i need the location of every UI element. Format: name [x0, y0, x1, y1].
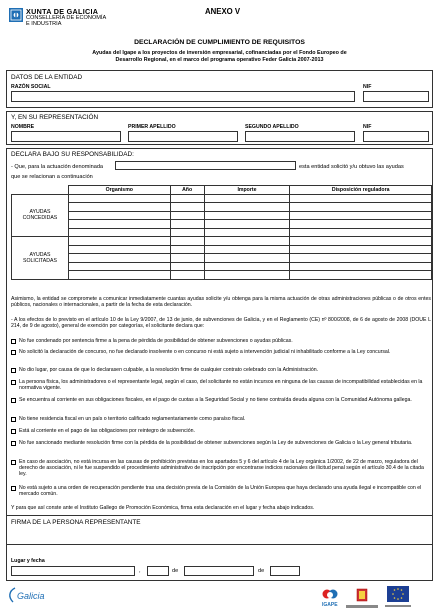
- eu-caption-bar: [385, 605, 411, 607]
- table-cell[interactable]: [204, 237, 290, 246]
- table-cell[interactable]: [290, 211, 432, 220]
- table-row: [12, 271, 432, 280]
- closing-statement: Y para que así conste ante el Instituto Gallego de Promoción Económica, firma esta declaración en el lugar y fecha abajo indicados.: [11, 505, 315, 511]
- check-label-7: Está al corriente en el pago de las obligaciones por reintegro de subvención.: [19, 428, 195, 434]
- table-cell[interactable]: [68, 237, 170, 246]
- nombre-label: NOMBRE: [11, 124, 35, 130]
- xunta-crest-icon: [9, 8, 23, 22]
- month-field[interactable]: [184, 566, 254, 576]
- table-cell[interactable]: [290, 262, 432, 271]
- actuacion-label-end: que se relacionan a continuación: [11, 174, 93, 180]
- table-cell[interactable]: [204, 220, 290, 229]
- eu-flag-icon: [387, 586, 409, 602]
- razon-social-field[interactable]: [11, 91, 355, 102]
- table-cell[interactable]: [68, 194, 170, 203]
- checkbox-3[interactable]: [11, 368, 16, 373]
- table-cell[interactable]: [170, 211, 204, 220]
- igape-logo-icon: [322, 588, 338, 602]
- emblem-icon: [352, 588, 372, 604]
- segundo-apellido-field[interactable]: [245, 131, 355, 142]
- table-cell[interactable]: [290, 245, 432, 254]
- table-cell[interactable]: [204, 262, 290, 271]
- group-solicitadas-line1: AYUDAS: [29, 251, 51, 258]
- table-cell[interactable]: [68, 254, 170, 263]
- check-label-9: En caso de asociación, no está incursa en las causas de prohibición previstas en los apartados 5 y 6 del artículo 4 de la Ley orgánica 1/2002, de 22 de marzo, reguladora del derecho de asociación, ni le fue suspendido el procedimiento administrativo de inscripción por encontrarse indicios racionales de ilicitud penal según el artículo 30.4 de la citada ley.: [19, 459, 424, 478]
- table-row: [12, 194, 432, 203]
- rep-nif-label: NIF: [363, 124, 372, 130]
- table-cell[interactable]: [290, 228, 432, 237]
- galicia-swoosh-icon: [7, 587, 17, 603]
- rep-nif-field[interactable]: [363, 131, 429, 142]
- galicia-wordmark: Galicia: [17, 591, 45, 601]
- day-field[interactable]: [147, 566, 169, 576]
- table-cell[interactable]: [170, 194, 204, 203]
- table-cell[interactable]: [68, 211, 170, 220]
- table-row: [12, 220, 432, 229]
- table-cell[interactable]: [290, 237, 432, 246]
- table-cell[interactable]: [68, 220, 170, 229]
- aids-table-header: [12, 186, 432, 195]
- group-solicitadas: [12, 237, 69, 280]
- org-department: CONSELLERÍA DE ECONOMÍA: [26, 15, 107, 21]
- lugar-fecha-label: Lugar y fecha: [11, 558, 45, 564]
- table-row: [12, 211, 432, 220]
- entity-heading: DATOS DE LA ENTIDAD: [11, 74, 83, 81]
- org-name: XUNTA DE GALICIA: [26, 7, 99, 16]
- table-cell[interactable]: [170, 245, 204, 254]
- table-cell[interactable]: [170, 254, 204, 263]
- entity-nif-label: NIF: [363, 84, 372, 90]
- col-ano: Año: [170, 186, 204, 195]
- igape-label: IGAPE: [322, 602, 338, 608]
- check-label-4: La persona física, los administradores o el representante legal, según el caso, del solicitante no están incursos en ninguna de las causas de incompatibilidad establecidas en la normativa vigente.: [19, 379, 423, 392]
- table-cell[interactable]: [290, 271, 432, 280]
- group-concedidas-line2: CONCEDIDAS: [22, 215, 58, 222]
- primer-apellido-label: PRIMER APELLIDO: [128, 124, 176, 130]
- checkbox-4[interactable]: [11, 380, 16, 385]
- table-cell[interactable]: [204, 194, 290, 203]
- table-cell[interactable]: [290, 194, 432, 203]
- annex-label: ANEXO V: [205, 7, 241, 16]
- table-cell[interactable]: [204, 203, 290, 212]
- representative-heading: Y, EN SU REPRESENTACIÓN: [11, 114, 99, 121]
- table-cell[interactable]: [204, 211, 290, 220]
- signature-heading: FIRMA DE LA PERSONA REPRESENTANTE: [11, 519, 141, 526]
- table-cell[interactable]: [68, 271, 170, 280]
- checkbox-5[interactable]: [11, 398, 16, 403]
- check-label-1: No fue condenado por sentencia firme a la pena de pérdida de posibilidad de obtener subvenciones o ayudas públicas.: [19, 338, 293, 344]
- document-subtitle-2: Desarrollo Regional, en el marco del programa operativo Feder Galicia 2007-2013: [115, 57, 324, 63]
- table-row: [12, 262, 432, 271]
- table-cell[interactable]: [170, 220, 204, 229]
- emblem-caption-bar: [346, 605, 378, 608]
- checkbox-7[interactable]: [11, 429, 16, 434]
- actuacion-label: - Que, para la actuación denominada: [11, 164, 104, 170]
- actuacion-field[interactable]: [115, 161, 296, 170]
- checkbox-9[interactable]: [11, 460, 16, 465]
- table-row: [12, 203, 432, 212]
- table-cell[interactable]: [68, 262, 170, 271]
- col-disposicion: Disposición reguladora: [290, 186, 432, 195]
- de-label-1: de: [172, 568, 179, 574]
- col-organismo: Organismo: [68, 186, 170, 195]
- actuacion-label-cont: esta entidad solicitó y/u obtuvo las ayudas: [299, 164, 404, 170]
- table-cell[interactable]: [170, 228, 204, 237]
- table-cell[interactable]: [68, 203, 170, 212]
- col-importe: Importe: [204, 186, 290, 195]
- checkbox-2[interactable]: [11, 350, 16, 355]
- group-solicitadas-line2: SOLICITADAS: [23, 257, 57, 264]
- group-concedidas-line1: AYUDAS: [29, 209, 51, 216]
- year-field[interactable]: [270, 566, 300, 576]
- primer-apellido-field[interactable]: [128, 131, 238, 142]
- table-cell[interactable]: [68, 245, 170, 254]
- document-title: DECLARACIÓN DE CUMPLIMIENTO DE REQUISITOS: [134, 39, 305, 46]
- check-label-3: No dio lugar, por causa de que lo declarasen culpable, a la resolución firme de cualquier contrato celebrado con la Administración.: [19, 367, 319, 373]
- commitment-paragraph: Asimismo, la entidad se compromete a comunicar inmediatamente cuantas ayudas solicite y/u obtenga para la misma actuación de otras administraciones públicas o de otros entes públicos, nacionales o internacionales, a partir de la fecha de esta declaración.: [11, 296, 431, 309]
- org-department-2: E INDUSTRIA: [26, 21, 62, 27]
- segundo-apellido-label: SEGUNDO APELLIDO: [245, 124, 299, 130]
- document-subtitle-1: Ayudas del Igape a los proyectos de inversión empresarial, cofinanciadas por el Fondo Europeo de: [92, 50, 347, 56]
- entity-nif-field[interactable]: [363, 91, 429, 102]
- de-label-2: de: [258, 568, 265, 574]
- table-cell[interactable]: [204, 271, 290, 280]
- table-cell[interactable]: [170, 203, 204, 212]
- group-concedidas: [12, 194, 69, 237]
- table-cell[interactable]: [204, 245, 290, 254]
- legal-paragraph: - A los efectos de lo previsto en el artículo 10 de la Ley 9/2007, de 13 de junio, de subvenciones de Galicia, y en el Reglamento (CE) nº 800/2008, de 6 de agosto de 2008 (DOUE L 214, de 9 de agosto), general de exención por categorías, el solicitante declara que:: [11, 317, 431, 330]
- check-label-5: Se encuentra al corriente en sus obligaciones fiscales, en el pago de cuotas a la Seguridad Social y no tiene contraída deuda alguna con la Comunidad Autónoma gallega.: [19, 397, 412, 403]
- table-cell[interactable]: [204, 254, 290, 263]
- check-label-10: No está sujeto a una orden de recuperación pendiente tras una decisión previa de la Comisión de la Unión Europea que haya declarado una ayuda ilegal e incompatible con el mercado común.: [19, 485, 422, 498]
- table-cell[interactable]: [290, 254, 432, 263]
- table-row: [12, 245, 432, 254]
- comma-sep: ,: [139, 568, 141, 574]
- table-cell[interactable]: [290, 220, 432, 229]
- table-row: [12, 254, 432, 263]
- razon-social-label: RAZÓN SOCIAL: [11, 84, 51, 90]
- check-label-8: No fue sancionado mediante resolución firme con la pérdida de la posibilidad de obtener subvenciones según la Ley de subvenciones de Galicia o la Ley general tributaria.: [19, 440, 413, 446]
- table-cell[interactable]: [68, 228, 170, 237]
- lugar-field[interactable]: [11, 566, 135, 576]
- aids-table: [11, 185, 432, 280]
- check-label-6: No tiene residencia fiscal en un país o territorio calificado reglamentariamente como paraíso fiscal.: [19, 416, 246, 422]
- checkbox-1[interactable]: [11, 339, 16, 344]
- table-cell[interactable]: [170, 262, 204, 271]
- table-row: [12, 228, 432, 237]
- table-cell[interactable]: [170, 237, 204, 246]
- checkbox-8[interactable]: [11, 441, 16, 446]
- checkbox-10[interactable]: [11, 486, 16, 491]
- table-row: [12, 237, 432, 246]
- checkbox-6[interactable]: [11, 417, 16, 422]
- check-label-2: No solicitó la declaración de concurso, no fue declarado insolvente o en concurso ni está sujeto a intervención judicial ni inhabilitado conforme a la Ley concursal.: [19, 349, 391, 355]
- nombre-field[interactable]: [11, 131, 121, 142]
- table-cell[interactable]: [290, 203, 432, 212]
- table-cell[interactable]: [204, 228, 290, 237]
- table-cell[interactable]: [170, 271, 204, 280]
- declaration-heading: DECLARA BAJO SU RESPONSABILIDAD:: [11, 151, 134, 158]
